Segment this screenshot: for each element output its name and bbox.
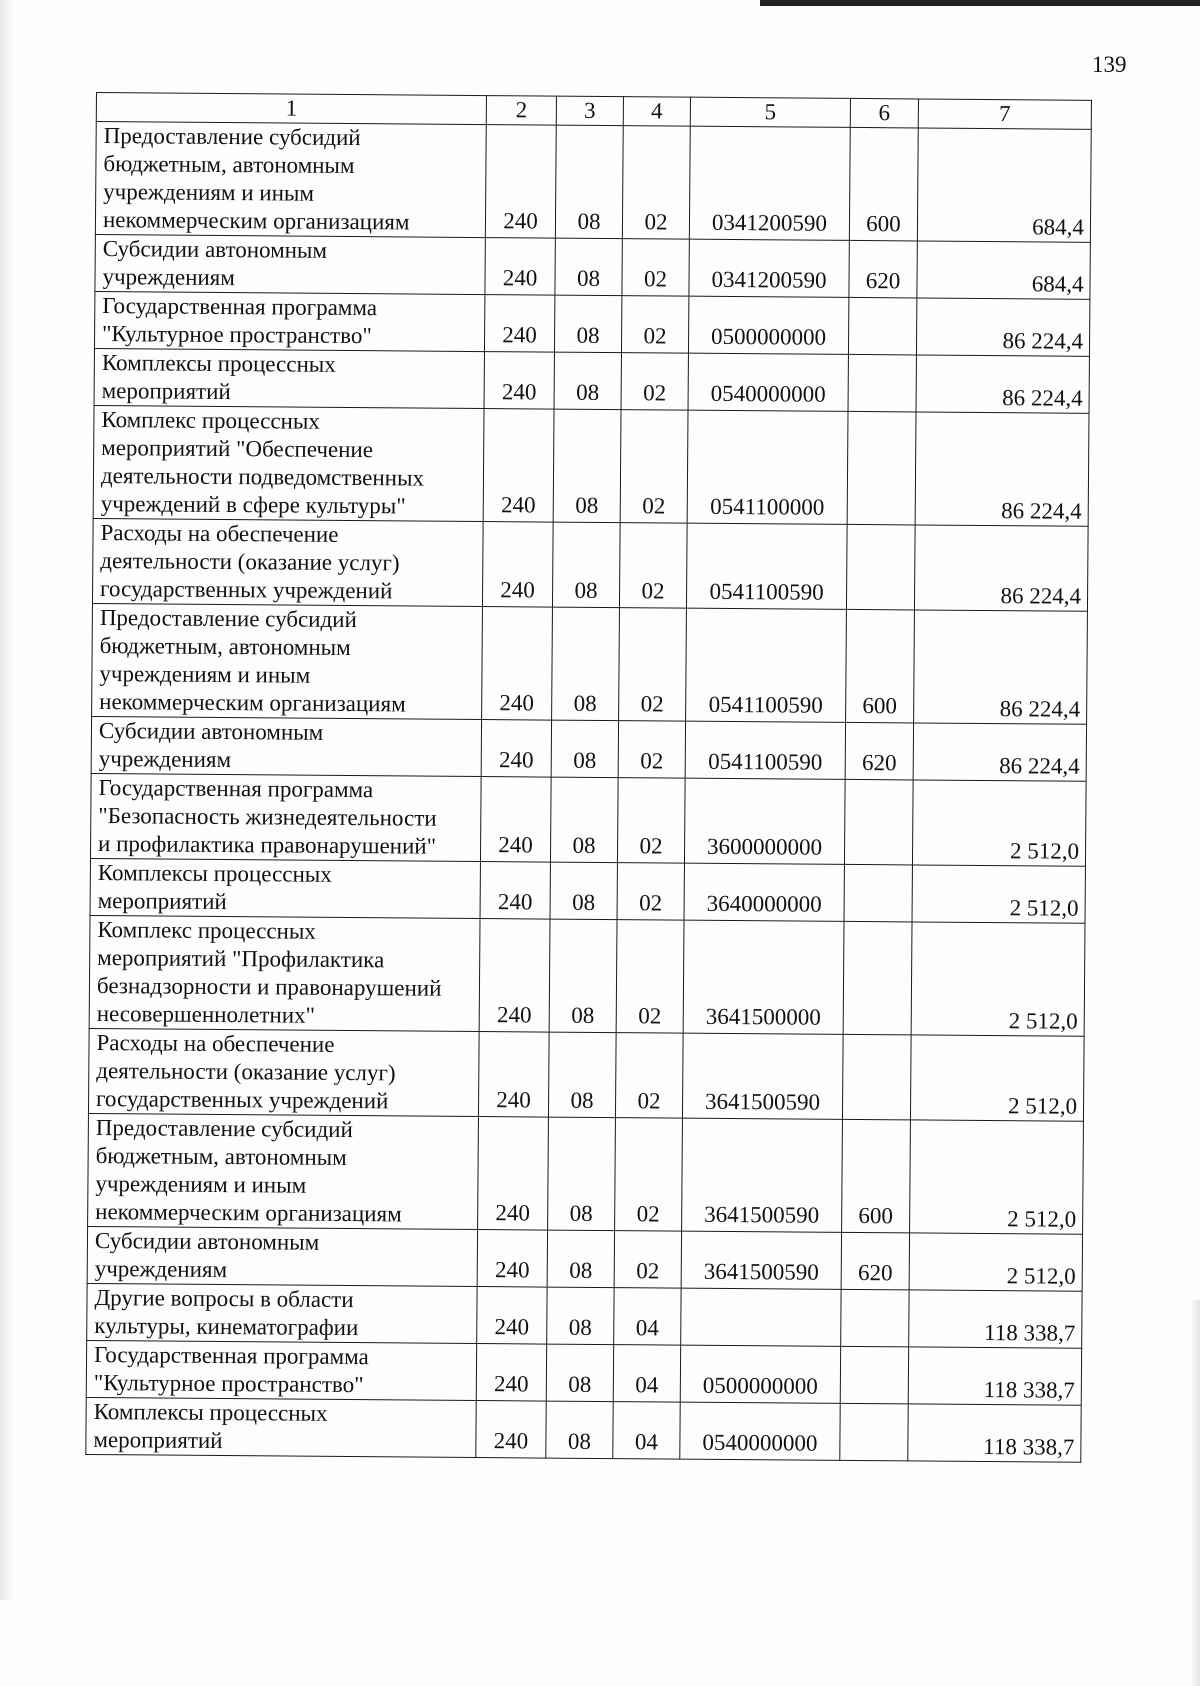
row-amount-cell: 86 224,4 xyxy=(913,723,1086,781)
row-code-4-cell: 04 xyxy=(613,1345,680,1403)
row-amount-cell: 118 338,7 xyxy=(908,1347,1081,1405)
row-name-cell: Предоставление субсидий бюджетным, автономным учреждениям и иным некоммерческим организациям xyxy=(88,1113,479,1229)
row-code-2-cell: 240 xyxy=(484,352,554,410)
row-code-6-cell: 620 xyxy=(845,722,913,780)
row-code-5-cell: 0341200590 xyxy=(689,126,850,240)
row-code-6-cell: 620 xyxy=(841,1232,909,1290)
row-amount-cell: 86 224,4 xyxy=(914,610,1088,724)
row-name-cell: Субсидии автономным учреждениям xyxy=(91,716,481,776)
table-row xyxy=(86,1397,1081,1462)
row-amount-cell: 86 224,4 xyxy=(915,412,1089,526)
table-row xyxy=(88,1028,1084,1121)
row-code-2-cell: 240 xyxy=(480,777,551,863)
row-code-6-cell xyxy=(848,354,916,412)
row-code-5-cell: 3640000000 xyxy=(684,863,844,921)
table-row xyxy=(95,234,1090,299)
row-code-6-cell xyxy=(844,779,913,865)
row-code-5-cell: 0500000000 xyxy=(688,296,848,354)
row-code-4-cell: 02 xyxy=(618,721,685,779)
budget-table xyxy=(85,92,1092,1463)
row-code-2-cell: 240 xyxy=(484,295,554,353)
header-cell-2: 2 xyxy=(486,96,556,126)
row-code-6-cell xyxy=(846,524,915,610)
table-body xyxy=(86,93,1092,1463)
row-code-2-cell: 240 xyxy=(485,125,556,239)
row-code-3-cell: 08 xyxy=(549,919,617,1033)
table-row xyxy=(89,915,1085,1036)
row-name-cell: Государственная программа "Культурное пространство" xyxy=(86,1340,476,1400)
header-cell-5: 5 xyxy=(690,97,850,127)
table-row xyxy=(90,858,1085,923)
table-row xyxy=(86,1340,1081,1405)
page-number: 139 xyxy=(1092,52,1127,77)
row-code-5-cell: 0500000000 xyxy=(680,1345,840,1403)
row-code-4-cell: 02 xyxy=(620,410,688,524)
table-row xyxy=(92,603,1088,724)
table-row xyxy=(87,1226,1082,1291)
table-row xyxy=(94,348,1089,413)
row-name-cell: Расходы на обеспечение деятельности (оказание услуг) государственных учреждений xyxy=(92,518,483,606)
row-code-4-cell: 04 xyxy=(614,1288,681,1346)
row-code-6-cell xyxy=(848,297,916,355)
row-name-cell: Комплексы процессных мероприятий xyxy=(90,858,480,918)
row-name-cell: Комплекс процессных мероприятий "Профилактика безнадзорности и правонарушений несовершеннолетних" xyxy=(89,915,480,1031)
row-name-cell: Государственная программа "Безопасность жизнедеятельности и профилактика правонарушений" xyxy=(90,773,481,861)
row-code-2-cell: 240 xyxy=(479,919,550,1033)
table-row xyxy=(87,1283,1082,1348)
row-amount-cell: 2 512,0 xyxy=(911,922,1085,1036)
row-name-cell: Комплекс процессных мероприятий "Обеспечение деятельности подведомственных учреждений в сфере культуры" xyxy=(93,405,484,521)
row-amount-cell: 118 338,7 xyxy=(908,1404,1081,1462)
row-code-3-cell: 08 xyxy=(547,1230,614,1288)
row-amount-cell: 2 512,0 xyxy=(910,1035,1084,1121)
table-row xyxy=(90,773,1086,866)
scan-edge-left xyxy=(0,0,14,1600)
row-code-2-cell: 240 xyxy=(477,1230,547,1288)
row-code-2-cell: 240 xyxy=(482,522,553,608)
row-code-5-cell: 3641500000 xyxy=(683,920,844,1034)
row-code-5-cell: 3641500590 xyxy=(681,1231,841,1289)
row-code-5-cell xyxy=(681,1288,841,1346)
row-code-6-cell: 600 xyxy=(846,609,915,723)
row-code-5-cell: 3641500590 xyxy=(682,1033,843,1119)
row-code-5-cell: 0540000000 xyxy=(680,1402,840,1460)
row-code-3-cell: 08 xyxy=(554,352,621,410)
row-amount-cell: 684,4 xyxy=(917,241,1090,299)
row-code-6-cell: 600 xyxy=(849,127,918,241)
row-code-6-cell xyxy=(841,1289,909,1347)
row-name-cell: Субсидии автономным учреждениям xyxy=(95,234,485,294)
row-code-5-cell: 0541100590 xyxy=(686,608,847,722)
row-amount-cell: 86 224,4 xyxy=(914,525,1088,611)
row-amount-cell: 118 338,7 xyxy=(909,1290,1082,1348)
table-row xyxy=(88,1113,1084,1234)
row-code-5-cell: 0540000000 xyxy=(688,353,848,411)
row-code-5-cell: 0541100590 xyxy=(686,523,847,609)
row-code-6-cell xyxy=(844,864,912,922)
table-row xyxy=(92,518,1088,611)
row-code-3-cell: 08 xyxy=(547,1287,614,1345)
row-code-6-cell xyxy=(843,921,912,1035)
row-name-cell: Предоставление субсидий бюджетным, автономным учреждениям и иным некоммерческим организациям xyxy=(95,122,486,238)
row-code-4-cell: 02 xyxy=(616,920,684,1034)
row-code-4-cell: 02 xyxy=(614,1231,681,1289)
row-code-6-cell: 600 xyxy=(842,1119,911,1233)
row-code-6-cell xyxy=(842,1034,911,1120)
row-code-3-cell: 08 xyxy=(550,777,618,863)
row-code-2-cell: 240 xyxy=(476,1344,546,1402)
row-code-4-cell: 02 xyxy=(622,126,690,240)
row-name-cell: Расходы на обеспечение деятельности (оказание услуг) государственных учреждений xyxy=(88,1028,479,1116)
row-code-6-cell: 620 xyxy=(849,240,917,298)
row-name-cell: Государственная программа "Культурное пространство" xyxy=(94,291,484,351)
row-code-3-cell: 08 xyxy=(555,238,622,296)
table-row xyxy=(93,405,1089,526)
row-code-2-cell: 240 xyxy=(478,1117,549,1231)
row-code-6-cell xyxy=(847,411,916,525)
row-code-6-cell xyxy=(840,1403,908,1461)
row-code-3-cell: 08 xyxy=(552,607,620,721)
row-code-3-cell: 08 xyxy=(548,1117,616,1231)
row-amount-cell: 2 512,0 xyxy=(910,1120,1084,1234)
row-name-cell: Субсидии автономным учреждениям xyxy=(87,1226,477,1286)
row-code-2-cell: 240 xyxy=(485,238,555,296)
row-amount-cell: 2 512,0 xyxy=(909,1233,1082,1291)
row-name-cell: Другие вопросы в области культуры, кинематографии xyxy=(87,1283,477,1343)
header-cell-6: 6 xyxy=(850,98,918,128)
row-code-4-cell: 02 xyxy=(617,863,684,921)
row-code-2-cell: 240 xyxy=(481,720,551,778)
header-cell-4: 4 xyxy=(623,97,690,127)
row-code-4-cell: 02 xyxy=(617,778,685,864)
row-code-3-cell: 08 xyxy=(546,1344,613,1402)
row-amount-cell: 86 224,4 xyxy=(916,298,1089,356)
row-code-4-cell: 02 xyxy=(622,239,689,297)
table-row xyxy=(91,716,1086,781)
row-code-2-cell: 240 xyxy=(478,1032,549,1118)
row-code-3-cell: 08 xyxy=(552,522,620,608)
scan-edge-right xyxy=(1190,1300,1200,1686)
row-code-3-cell: 08 xyxy=(548,1032,616,1118)
row-code-5-cell: 0341200590 xyxy=(689,239,849,297)
row-code-4-cell: 02 xyxy=(621,353,688,411)
header-cell-1: 1 xyxy=(96,93,486,125)
row-code-2-cell: 240 xyxy=(476,1401,546,1459)
row-code-2-cell: 240 xyxy=(480,862,550,920)
row-code-2-cell: 240 xyxy=(482,607,553,721)
row-code-4-cell: 02 xyxy=(619,523,687,609)
row-code-4-cell: 02 xyxy=(621,296,688,354)
row-code-3-cell: 08 xyxy=(551,720,618,778)
row-name-cell: Комплексы процессных мероприятий xyxy=(86,1397,476,1457)
row-code-4-cell: 04 xyxy=(613,1402,680,1460)
row-code-3-cell: 08 xyxy=(550,862,617,920)
table-row xyxy=(94,291,1089,356)
row-amount-cell: 86 224,4 xyxy=(916,355,1089,413)
scan-edge-top xyxy=(760,0,1200,6)
row-code-5-cell: 0541100000 xyxy=(687,410,848,524)
row-code-5-cell: 3600000000 xyxy=(684,778,845,864)
row-code-4-cell: 02 xyxy=(615,1033,683,1119)
row-code-2-cell: 240 xyxy=(483,409,554,523)
row-code-3-cell: 08 xyxy=(546,1401,613,1459)
row-name-cell: Предоставление субсидий бюджетным, автономным учреждениям и иным некоммерческим организациям xyxy=(92,603,483,719)
row-code-3-cell: 08 xyxy=(554,295,621,353)
row-code-5-cell: 3641500590 xyxy=(682,1118,843,1232)
row-code-4-cell: 02 xyxy=(619,608,687,722)
header-cell-7: 7 xyxy=(918,99,1091,129)
row-code-3-cell: 08 xyxy=(553,409,621,523)
row-code-4-cell: 02 xyxy=(615,1118,683,1232)
table-row xyxy=(95,122,1091,243)
row-code-6-cell xyxy=(840,1346,908,1404)
row-name-cell: Комплексы процессных мероприятий xyxy=(94,348,484,408)
row-code-5-cell: 0541100590 xyxy=(685,721,845,779)
header-cell-3: 3 xyxy=(556,96,623,126)
row-amount-cell: 684,4 xyxy=(917,128,1091,242)
row-code-2-cell: 240 xyxy=(477,1287,547,1345)
row-amount-cell: 2 512,0 xyxy=(912,865,1085,923)
row-amount-cell: 2 512,0 xyxy=(912,780,1086,866)
row-code-3-cell: 08 xyxy=(555,125,623,239)
